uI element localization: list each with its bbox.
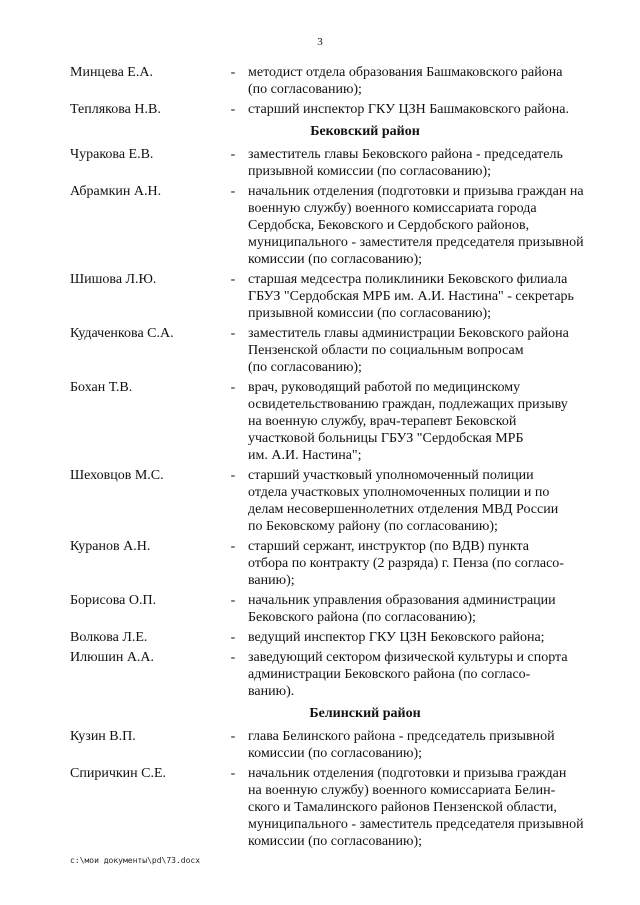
member-name: Минцева Е.А. [70, 65, 153, 80]
member-role: старшая медсестра поликлиники Бековского филиала ГБУЗ "Сердобская МРБ им. А.И. Настина" - секретарь призывной комиссии (по согласованию); [248, 272, 574, 321]
dash-separator: - [230, 102, 236, 117]
page-number: 3 [317, 36, 323, 48]
dash-separator: - [230, 729, 236, 744]
member-role: врач, руководящий работой по медицинскому освидетельствованию граждан, подлежащих призыву на военную службу, врач-терапевт Бековской участковой больницы ГБУЗ "Сердобская МРБ им. А.И. Настина"; [248, 380, 568, 463]
member-role: старший инспектор ГКУ ЦЗН Башмаковского района. [248, 102, 569, 117]
member-name: Спиричкин С.Е. [70, 766, 167, 781]
member-role: заведующий сектором физической культуры и спорта администрации Бековского района (по согласо- ванию). [248, 650, 568, 699]
dash-separator: - [230, 184, 236, 199]
list-item [70, 592, 600, 626]
list-item [70, 649, 600, 700]
member-role: старший участковый уполномоченный полиции отдела участковых уполномоченных полиции и по делам несовершеннолетних отделения МВД России по Бековскому району (по согласованию); [248, 468, 559, 534]
member-role: начальник отделения (подготовки и призыва граждан на военную службу) военного комиссариата Белин- ского и Тамалинского районов Пензенской области, муниципального - заместитель председателя призывной комиссии (по согласованию); [248, 766, 584, 849]
member-role: методист отдела образования Башмаковского района (по согласованию); [248, 65, 563, 97]
list-item [70, 379, 600, 464]
dash-separator: - [230, 65, 236, 80]
member-role: начальник управления образования администрации Бековского района (по согласованию); [248, 593, 556, 625]
dash-separator: - [230, 272, 236, 287]
dash-separator: - [230, 147, 236, 162]
member-name: Шишова Л.Ю. [70, 272, 157, 287]
member-name: Илюшин А.А. [70, 650, 155, 665]
member-name: Теплякова Н.В. [70, 102, 161, 117]
member-name: Куранов А.Н. [70, 539, 151, 554]
list-item [70, 101, 600, 118]
dash-separator: - [230, 593, 236, 608]
dash-separator: - [230, 539, 236, 554]
dash-separator: - [230, 326, 236, 341]
member-name: Волкова Л.Е. [70, 630, 148, 645]
section-title-belinsky: Белинский район [309, 706, 421, 721]
member-name: Абрамкин А.Н. [70, 184, 162, 199]
list-item [70, 183, 600, 268]
list-item [70, 629, 600, 646]
dash-separator: - [230, 380, 236, 395]
dash-separator: - [230, 766, 236, 781]
member-role: глава Белинского района - председатель призывной комиссии (по согласованию); [248, 729, 555, 761]
member-role: заместитель главы Бековского района - председатель призывной комиссии (по согласованию); [248, 147, 563, 179]
list-item [70, 765, 600, 850]
member-name: Борисова О.П. [70, 593, 157, 608]
member-role: старший сержант, инструктор (по ВДВ) пункта отбора по контракту (2 разряда) г. Пенза (по согласо- ванию); [248, 539, 564, 588]
member-name: Кудаченкова С.А. [70, 326, 174, 341]
commission-list [70, 64, 600, 853]
list-item [70, 467, 600, 535]
dash-separator: - [230, 468, 236, 483]
member-name: Чуракова Е.В. [70, 147, 154, 162]
list-item [70, 271, 600, 322]
member-role: ведущий инспектор ГКУ ЦЗН Бековского района; [248, 630, 545, 645]
list-item [70, 728, 600, 762]
member-role: заместитель главы администрации Бековского района Пензенской области по социальным вопросам (по согласованию); [248, 326, 569, 375]
dash-separator: - [230, 630, 236, 645]
dash-separator: - [230, 650, 236, 665]
list-item [70, 538, 600, 589]
member-name: Кузин В.П. [70, 729, 136, 744]
list-item [70, 64, 600, 98]
member-role: начальник отделения (подготовки и призыва граждан на военную службу) военного комиссариата города Сердобска, Бековского и Сердобского районов, муниципального - заместителя председателя призывной комиссии (по согласованию); [248, 184, 584, 267]
section-title-bekovsky: Бековский район [310, 124, 420, 139]
member-name: Шеховцов М.С. [70, 468, 164, 483]
member-name: Бохан Т.В. [70, 380, 133, 395]
list-item [70, 146, 600, 180]
list-item [70, 325, 600, 376]
document-path-footer: c:\мои документы\pd\73.docx [70, 856, 201, 865]
